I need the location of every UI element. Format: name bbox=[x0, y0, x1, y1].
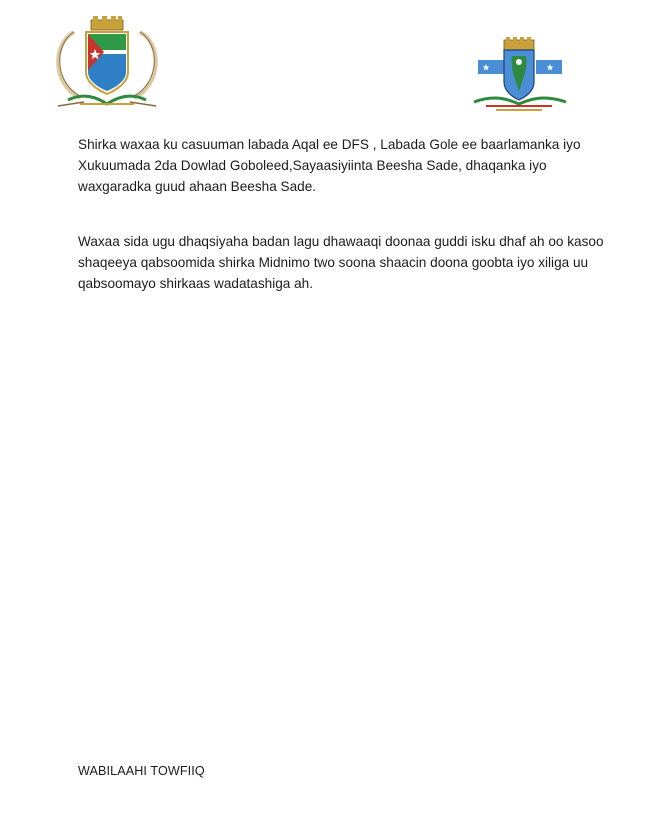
south-west-state-coat-of-arms-icon bbox=[466, 36, 574, 116]
paragraph-invitation: Shirka waxaa ku casuuman labada Aqal ee DFS , Labada Gole ee baarlamanka iyo Xukuumada 2da Dowlad Goboleed,Sayaasiyiinta Beesha Sade, dhaqanka iyo waxgaradka guud ahaan Beesha Sade. bbox=[78, 137, 581, 194]
paragraph-announcement: Waxaa sida ugu dhaqsiyaha badan lagu dhawaaqi doonaa guddi isku dhaf ah oo kasoo shaqeeya qabsoomida shirka Midnimo two soona shaacin doona goobta iyo xiliga uu qabsoomayo shirkaas wadatashiga ah. bbox=[78, 234, 604, 291]
jubaland-coat-of-arms-icon bbox=[44, 14, 170, 114]
closing-line: WABILAAHI TOWFIIQ bbox=[78, 764, 205, 778]
